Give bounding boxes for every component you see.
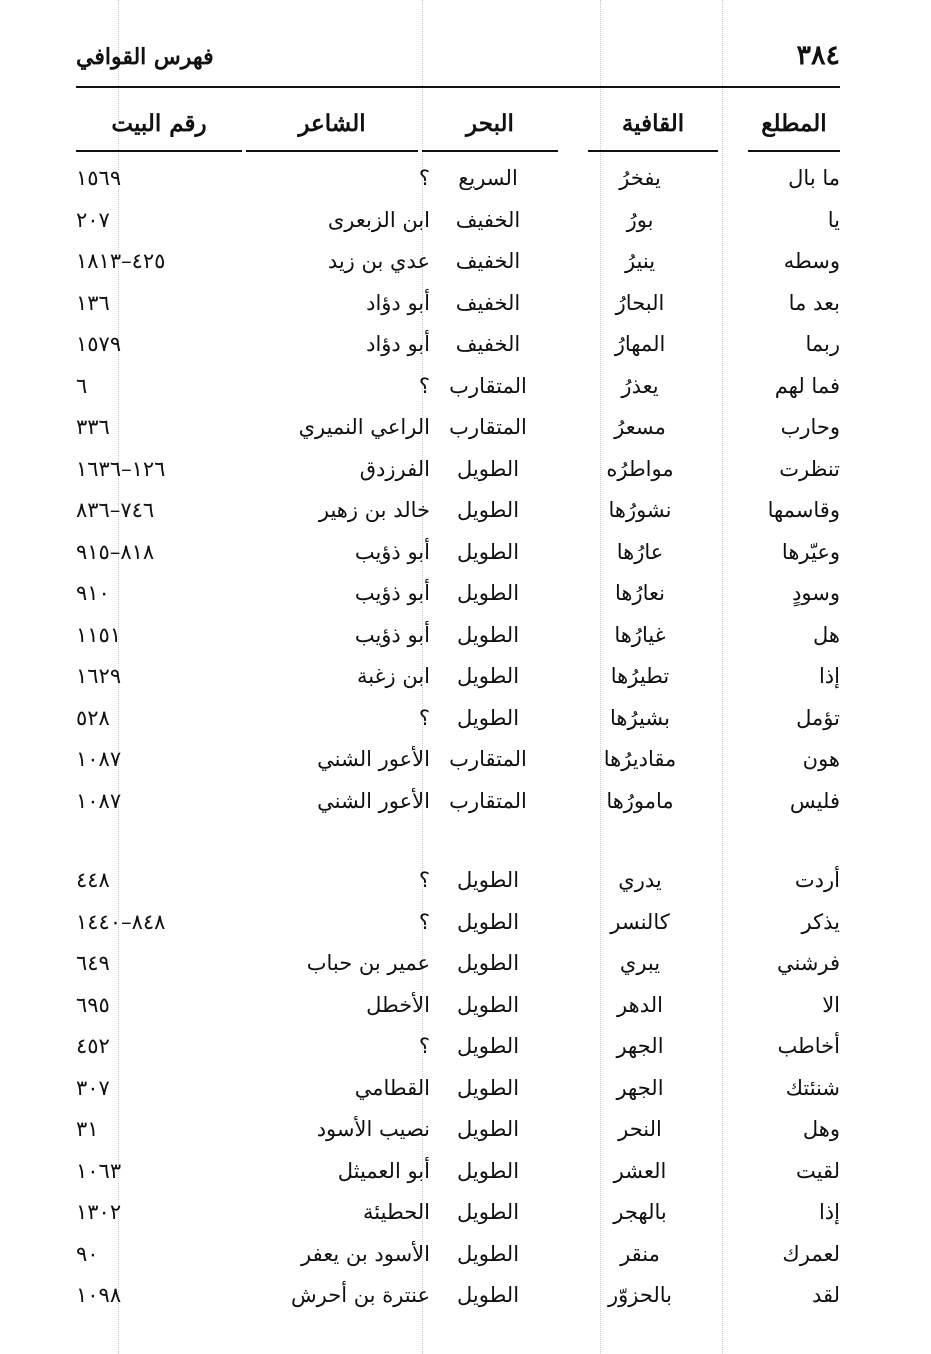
- verse-number-cell: ٩١٠: [76, 581, 110, 605]
- matla-cell: وهل: [802, 1117, 840, 1141]
- table-row: [76, 615, 840, 657]
- verse-number-cell: ٤٥٢: [76, 1034, 110, 1058]
- bahr-cell: الخفيف: [455, 290, 521, 315]
- verse-number-cell: ٦٩٥: [76, 992, 110, 1017]
- poet-cell: عنترة بن أحرش: [290, 1283, 430, 1307]
- verse-number-cell: ١٣٠٢: [76, 1200, 122, 1224]
- table-row: [76, 1192, 840, 1234]
- verse-number-cell: ١٦٢٩: [76, 664, 122, 688]
- matla-cell: لقد: [811, 1283, 840, 1307]
- qafiya-cell: مسعرُ: [614, 415, 666, 439]
- verse-number-cell: ٤٢٥–١٨١٣: [76, 249, 166, 273]
- verse-number-cell: ٤٤٨: [76, 868, 110, 892]
- poet-cell: الراعي النميري: [298, 415, 430, 439]
- bahr-cell: الطويل: [456, 1158, 520, 1183]
- verse-number-cell: ٣١: [76, 1117, 99, 1141]
- qafiya-cell: نعارُها: [615, 581, 665, 605]
- qafiya-cell: العشر: [613, 1158, 667, 1183]
- bahr-cell: الطويل: [456, 498, 520, 522]
- matla-cell: ما بال: [788, 166, 840, 190]
- verse-number-cell: ١٠٨٧: [76, 788, 122, 813]
- verse-number-cell: ٣٠٧: [76, 1075, 110, 1100]
- bahr-cell: المتقارب: [449, 415, 527, 439]
- table-row: [76, 985, 840, 1027]
- column-header-raqm: رقم البيت: [76, 104, 242, 152]
- page-number: ٣٨٤: [796, 40, 840, 71]
- table-row: [76, 1234, 840, 1276]
- qafiya-cell: البحارُ: [615, 290, 665, 315]
- qafiya-cell: نشورُها: [608, 498, 672, 522]
- index-page: [76, 0, 840, 1354]
- matla-cell: شنئتك: [785, 1075, 840, 1100]
- qafiya-cell: مامورُها: [606, 788, 674, 813]
- table-row: [76, 324, 840, 366]
- running-head: [76, 40, 840, 80]
- bahr-cell: الطويل: [456, 1241, 520, 1266]
- table-row: [76, 902, 840, 944]
- poet-cell: ابن زغبة: [356, 664, 430, 688]
- running-title: فهرس القوافي: [76, 44, 214, 70]
- poet-cell: أبو العميثل: [337, 1158, 430, 1183]
- matla-cell: فما لهم: [774, 373, 840, 398]
- table-row: [76, 739, 840, 781]
- table-row: [76, 283, 840, 325]
- verse-number-cell: ١٠٦٣: [76, 1158, 122, 1183]
- verse-number-cell: ١٠٩٨: [76, 1283, 122, 1307]
- table-row: [76, 366, 840, 408]
- poet-cell: القطامي: [354, 1075, 430, 1100]
- matla-cell: وعيّرها: [781, 539, 840, 564]
- matla-cell: تؤمل: [796, 705, 840, 730]
- table-row: [76, 860, 840, 902]
- verse-number-cell: ١١٥١: [76, 622, 122, 647]
- table-row: [76, 781, 840, 823]
- poet-cell: الحطيئة: [363, 1200, 430, 1224]
- matla-cell: وقاسمها: [767, 498, 840, 522]
- poet-cell: أبو ذؤيب: [354, 539, 430, 564]
- matla-cell: وسودٍ: [792, 581, 840, 605]
- bahr-cell: الطويل: [456, 705, 520, 730]
- verse-number-cell: ٣٣٦: [76, 415, 110, 439]
- poet-cell: ؟: [418, 373, 430, 398]
- matla-cell: أردت: [794, 868, 840, 892]
- column-header-bahr: البحر: [422, 104, 558, 152]
- matla-cell: أخاطب: [777, 1034, 840, 1058]
- qafiya-cell: عارُها: [616, 539, 664, 564]
- poet-cell: الأسود بن يعفر: [301, 1241, 430, 1266]
- matla-cell: يا: [827, 207, 840, 232]
- poet-cell: ابن الزبعرى: [327, 207, 430, 232]
- matla-cell: فليس: [789, 788, 840, 813]
- column-header-shaer: الشاعر: [246, 104, 418, 152]
- bahr-cell: الطويل: [456, 539, 520, 564]
- table-row: [76, 200, 840, 242]
- matla-cell: لعمرك: [782, 1241, 840, 1266]
- poet-cell: نصيب الأسود: [316, 1117, 430, 1141]
- table-row: [76, 158, 840, 200]
- table-row: [76, 573, 840, 615]
- qafiya-cell: بورُ: [626, 207, 654, 232]
- bahr-cell: الطويل: [456, 1075, 520, 1100]
- bahr-cell: المتقارب: [449, 747, 527, 771]
- qafiya-cell: الدهر: [617, 992, 663, 1017]
- bahr-cell: الطويل: [456, 992, 520, 1017]
- matla-cell: إذا: [818, 1200, 840, 1224]
- poet-cell: الفرزدق: [359, 456, 430, 481]
- verse-number-cell: ٩٠: [76, 1241, 99, 1266]
- qafiya-cell: يبري: [619, 951, 661, 975]
- qafiya-cell: تطيرُها: [610, 664, 670, 688]
- matla-cell: فرشني: [776, 951, 840, 975]
- verse-number-cell: ٨٤٨–١٤٤٠: [76, 909, 166, 934]
- matla-cell: الا: [822, 992, 840, 1017]
- verse-number-cell: ٢٠٧: [76, 207, 110, 232]
- table-row: [76, 241, 840, 283]
- qafiya-cell: مواطرُه: [606, 456, 674, 481]
- matla-cell: هل: [813, 622, 840, 647]
- qafiya-cell: مقاديرُها: [603, 747, 677, 771]
- matla-cell: ربما: [805, 332, 840, 356]
- poet-cell: أبو ذؤيب: [354, 581, 430, 605]
- matla-cell: يذكر: [801, 909, 840, 934]
- bahr-cell: المتقارب: [449, 373, 527, 398]
- verse-number-cell: ١٢٦–١٦٣٦: [76, 456, 166, 481]
- poet-cell: الأعور الشني: [317, 747, 430, 771]
- bahr-cell: الطويل: [456, 868, 520, 892]
- poet-cell: ؟: [418, 909, 430, 934]
- poet-cell: عمير بن حباب: [306, 951, 430, 975]
- bahr-cell: الطويل: [456, 1034, 520, 1058]
- bahr-cell: السريع: [458, 166, 518, 190]
- bahr-cell: الطويل: [456, 951, 520, 975]
- table-row: [76, 656, 840, 698]
- matla-cell: تنظرت: [779, 456, 840, 481]
- poet-cell: أبو دؤاد: [366, 290, 430, 315]
- matla-cell: هون: [802, 747, 840, 771]
- matla-cell: لقيت: [796, 1158, 840, 1183]
- verse-number-cell: ٦٤٩: [76, 951, 110, 975]
- bahr-cell: الخفيف: [455, 249, 521, 273]
- poet-cell: ؟: [418, 705, 430, 730]
- qafiya-cell: غيارُها: [614, 622, 666, 647]
- poet-cell: الأخطل: [366, 992, 430, 1017]
- poet-cell: أبو دؤاد: [366, 332, 430, 356]
- table-row: [76, 407, 840, 449]
- verse-number-cell: ٦: [76, 373, 88, 398]
- table-row: [76, 1275, 840, 1317]
- qafiya-cell: الجهر: [616, 1075, 664, 1100]
- table-row: [76, 1151, 840, 1193]
- verse-number-cell: ٧٤٦–٨٣٦: [76, 498, 155, 522]
- poet-cell: ؟: [418, 1034, 430, 1058]
- table-row: [76, 532, 840, 574]
- bahr-cell: الطويل: [456, 622, 520, 647]
- qafiya-cell: بالهجر: [613, 1200, 667, 1224]
- header-rule: [76, 86, 840, 88]
- poet-cell: خالد بن زهير: [318, 498, 430, 522]
- verse-number-cell: ٥٢٨: [76, 705, 110, 730]
- matla-cell: بعد ما: [788, 290, 840, 315]
- bahr-cell: المتقارب: [449, 788, 527, 813]
- bahr-cell: الخفيف: [455, 332, 521, 356]
- qafiya-cell: الجهر: [616, 1034, 664, 1058]
- table-row: [76, 490, 840, 532]
- qafiya-cell: كالنسر: [610, 909, 670, 934]
- matla-cell: وحارب: [780, 415, 840, 439]
- qafiya-cell: يفخرُ: [619, 166, 661, 190]
- qafiya-cell: بالحزوّر: [607, 1283, 673, 1307]
- bahr-cell: الخفيف: [455, 207, 521, 232]
- bahr-cell: الطويل: [456, 1117, 520, 1141]
- qafiya-cell: منقر: [620, 1241, 660, 1266]
- column-headers: [76, 104, 840, 154]
- table-row: [76, 1026, 840, 1068]
- verse-number-cell: ٨١٨–٩١٥: [76, 539, 155, 564]
- qafiya-cell: يعذرُ: [621, 373, 659, 398]
- verse-number-cell: ١٣٦: [76, 290, 110, 315]
- table-row: [76, 943, 840, 985]
- bahr-cell: الطويل: [456, 581, 520, 605]
- bahr-cell: الطويل: [456, 456, 520, 481]
- poet-cell: الأعور الشني: [317, 788, 430, 813]
- table-row: [76, 1109, 840, 1151]
- rhyme-index-table: [76, 158, 840, 1317]
- column-header-matla: المطلع: [748, 104, 840, 152]
- poet-cell: ؟: [418, 868, 430, 892]
- table-row: [76, 698, 840, 740]
- bahr-cell: الطويل: [456, 909, 520, 934]
- table-row: [76, 449, 840, 491]
- bahr-cell: الطويل: [456, 1200, 520, 1224]
- bahr-cell: الطويل: [456, 664, 520, 688]
- poet-cell: عدي بن زيد: [327, 249, 430, 273]
- poet-cell: ؟: [418, 166, 430, 190]
- qafiya-cell: المهارُ: [614, 332, 666, 356]
- matla-cell: وسطه: [783, 249, 840, 273]
- matla-cell: إذا: [818, 664, 840, 688]
- poet-cell: أبو ذؤيب: [354, 622, 430, 647]
- qafiya-cell: النحر: [618, 1117, 662, 1141]
- bahr-cell: الطويل: [456, 1283, 520, 1307]
- column-header-qafiya: القافية: [588, 104, 718, 152]
- verse-number-cell: ١٥٧٩: [76, 332, 122, 356]
- qafiya-cell: يدري: [618, 868, 662, 892]
- verse-number-cell: ١٥٦٩: [76, 166, 122, 190]
- verse-number-cell: ١٠٨٧: [76, 747, 122, 771]
- table-row: [76, 1068, 840, 1110]
- qafiya-cell: بشيرُها: [610, 705, 670, 730]
- qafiya-cell: ينيرُ: [624, 249, 656, 273]
